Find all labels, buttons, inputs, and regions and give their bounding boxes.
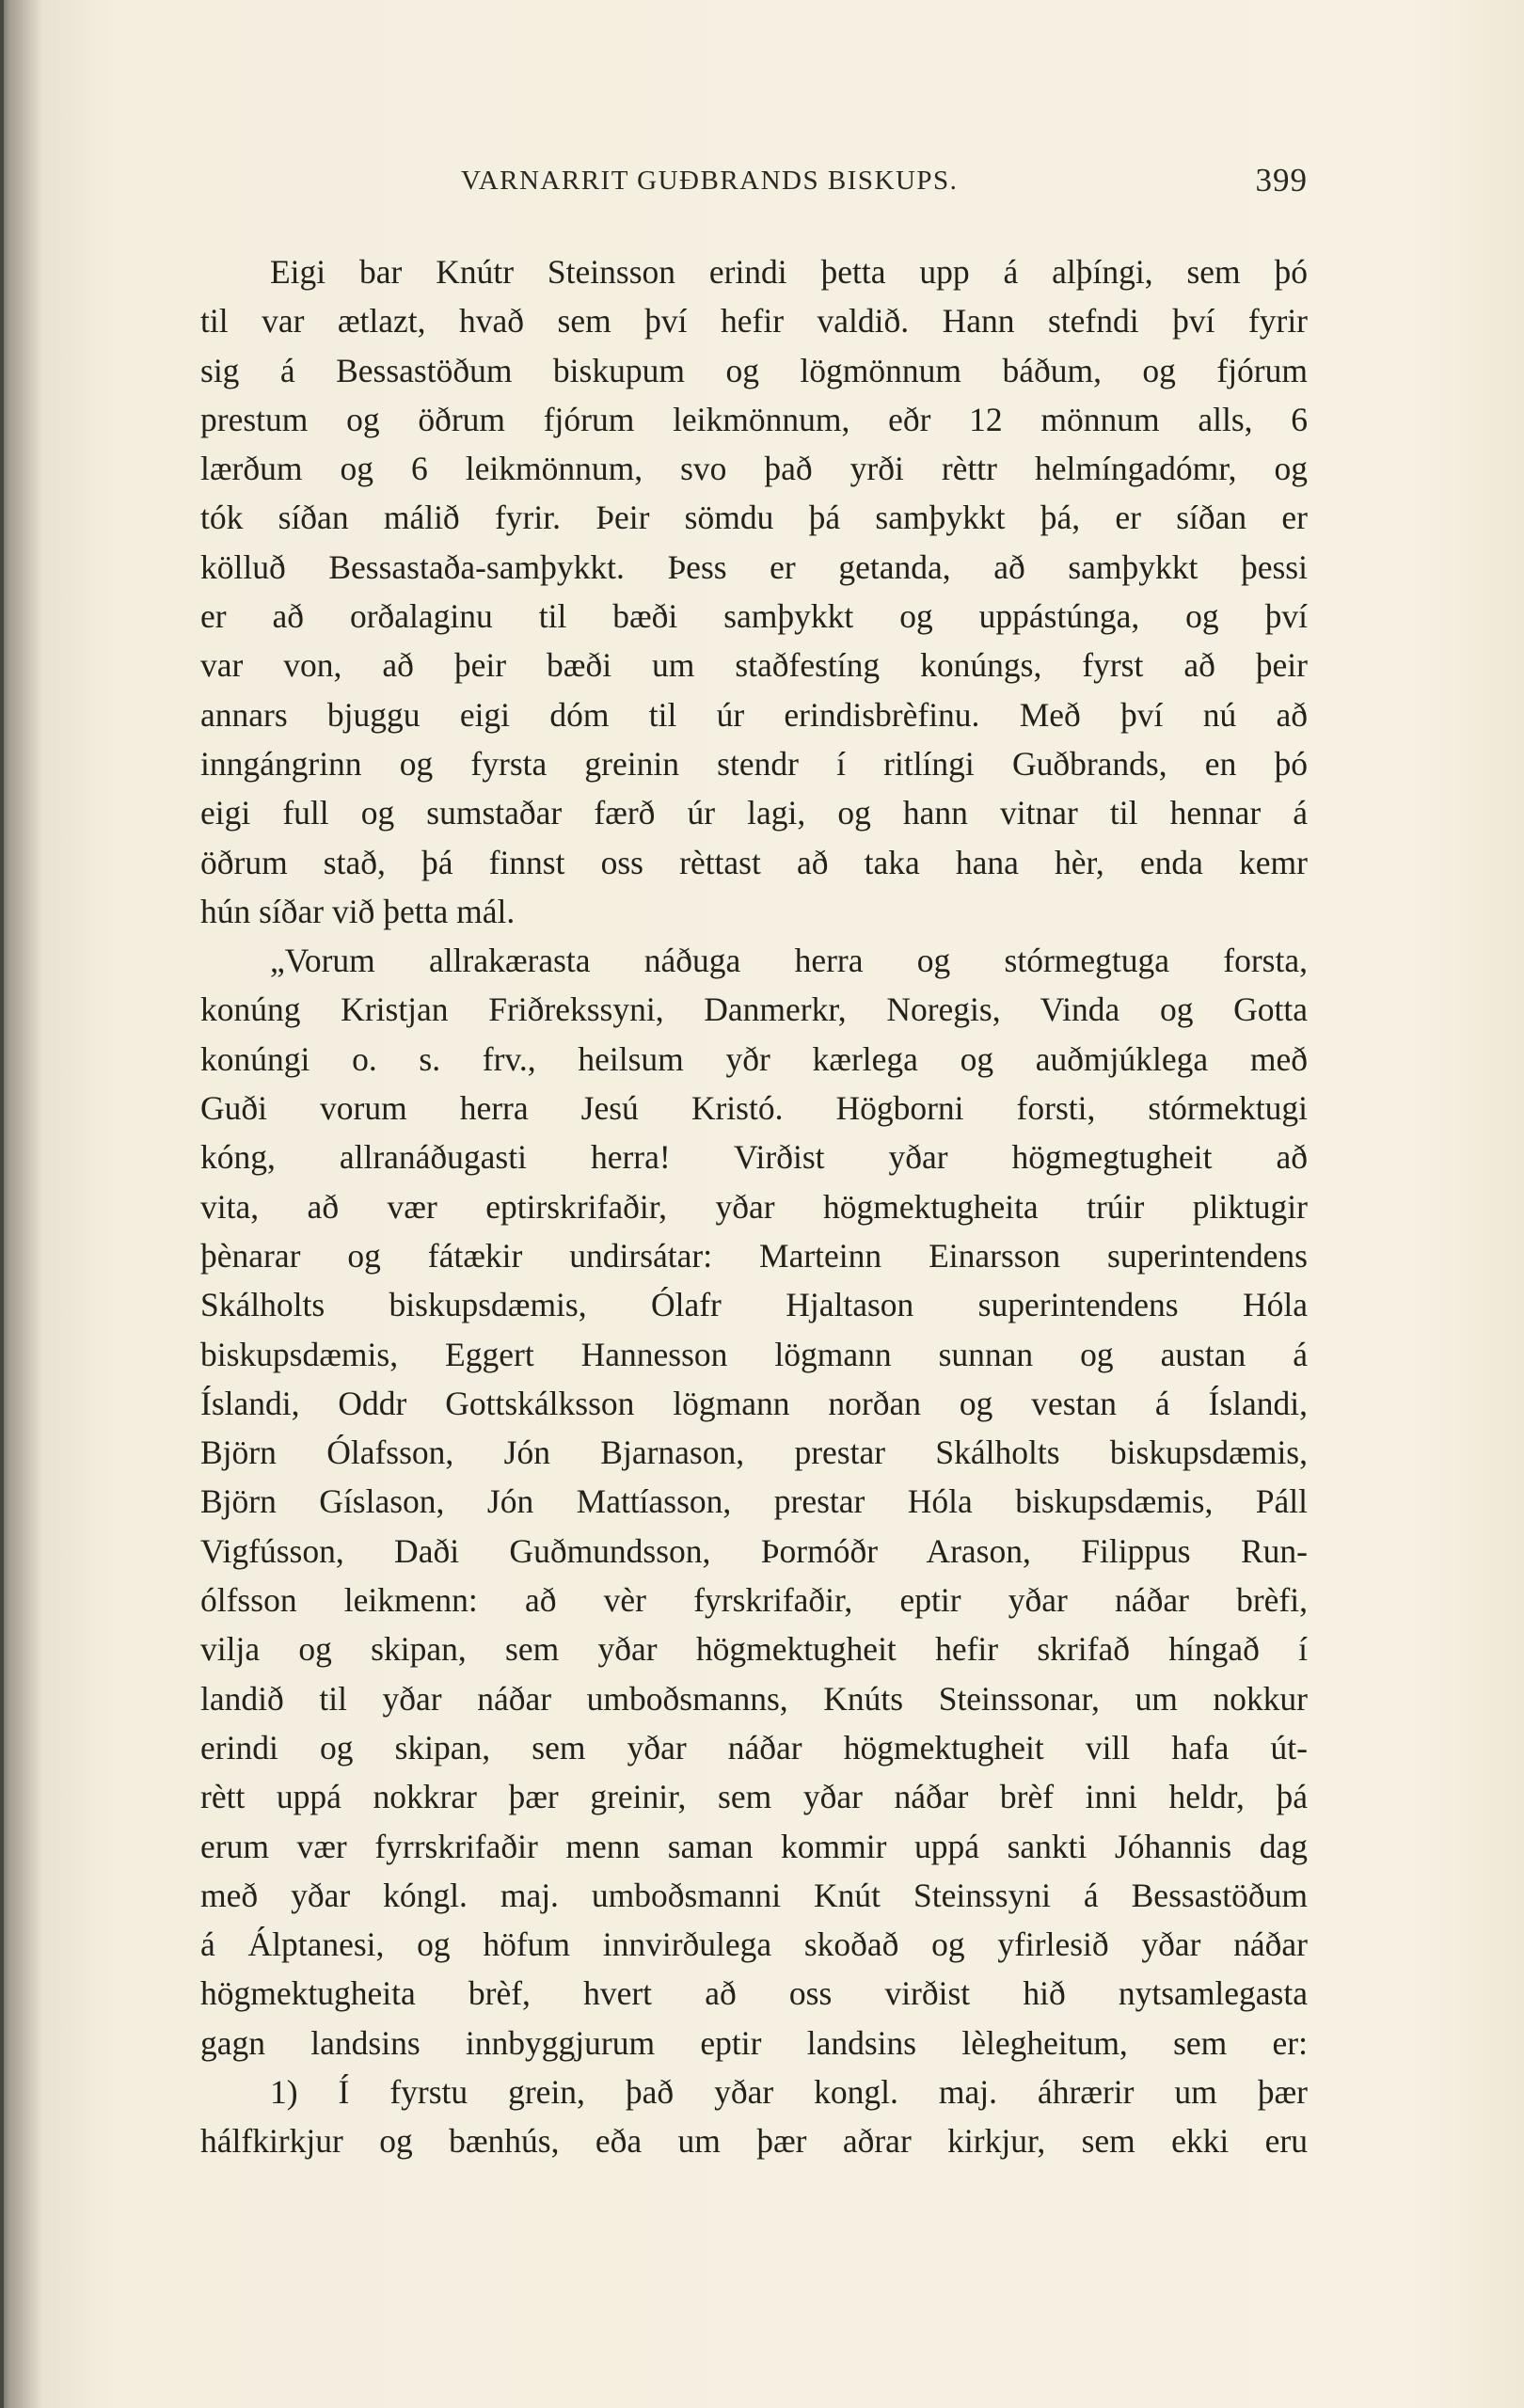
text-line: lærðum og 6 leikmönnum, svo það yrði rèttr helmíngadómr, og xyxy=(200,450,1308,488)
text-line: kóng, allranáðugasti herra! Virðist yðar högmegtugheit að xyxy=(200,1138,1308,1177)
text-line: högmektugheita brèf, hvert að oss virðist hið nytsamlegasta xyxy=(200,1974,1308,2013)
text-line: tók síðan málið fyrir. Þeir sömdu þá samþykkt þá, er síðan er xyxy=(200,499,1308,537)
text-line: sig á Bessastöðum biskupum og lögmönnum báðum, og fjórum xyxy=(200,351,1308,389)
text-line: hún síðar við þetta mál. xyxy=(200,892,516,930)
text-line: hálfkirkjur og bænhús, eða um þær aðrar kirkjur, sem ekki eru xyxy=(200,2122,1308,2161)
text-line: 1) Í fyrstu grein, það yðar kongl. maj. áhrærir um þær xyxy=(270,2072,1308,2111)
text-line: til var ætlazt, hvað sem því hefir valdið. Hann stefndi því fyrir xyxy=(200,302,1308,341)
text-line: Íslandi, Oddr Gottskálksson lögmann norðan og vestan á Íslandi, xyxy=(200,1384,1308,1422)
text-line: landið til yðar náðar umboðsmanns, Knúts Steinssonar, um nokkur xyxy=(200,1679,1308,1718)
text-line: kölluð Bessastaða-samþykkt. Þess er getanda, að samþykkt þessi xyxy=(200,547,1308,586)
text-line: gagn landsins innbyggjurum eptir landsins lèlegheitum, sem er: xyxy=(200,2023,1308,2062)
text-line: Vigfússon, Daði Guðmundsson, Þormóðr Arason, Filippus Run- xyxy=(200,1531,1308,1570)
text-line: á Álptanesi, og höfum innvirðulega skoðað og yfirlesið yðar náðar xyxy=(200,1925,1308,1964)
running-head: VARNARRIT GUÐBRANDS BISKUPS. xyxy=(461,166,959,196)
text-line: erum vær fyrrskrifaðir menn saman kommir uppá sankti Jóhannis dag xyxy=(200,1827,1308,1865)
text-line: Guði vorum herra Jesú Kristó. Högborni forsti, stórmektugi xyxy=(200,1089,1308,1128)
text-line: ólfsson leikmenn: að vèr fyrskrifaðir, eptir yðar náðar brèfi, xyxy=(200,1581,1308,1620)
text-line: Eigi bar Knútr Steinsson erindi þetta upp á alþíngi, sem þó xyxy=(270,253,1308,291)
text-line: Skálholts biskupsdæmis, Ólafr Hjaltason superintendens Hóla xyxy=(200,1286,1308,1324)
text-line: „Vorum allrakærasta náðuga herra og stórmegtuga forsta, xyxy=(270,942,1308,980)
text-line: prestum og öðrum fjórum leikmönnum, eðr 12 mönnum alls, 6 xyxy=(200,400,1308,438)
text-line: með yðar kóngl. maj. umboðsmanni Knút Steinssyni á Bessastöðum xyxy=(200,1876,1308,1914)
text-line: annars bjuggu eigi dóm til úr erindisbrèfinu. Með því nú að xyxy=(200,695,1308,734)
text-line: þènarar og fátækir undirsátar: Marteinn Einarsson superintendens xyxy=(200,1236,1308,1275)
text-line: vita, að vær eptirskrifaðir, yðar högmektugheita trúir pliktugir xyxy=(200,1187,1308,1226)
text-line: var von, að þeir bæði um staðfestíng konúngs, fyrst að þeir xyxy=(200,646,1308,685)
text-line: inngángrinn og fyrsta greinin stendr í ritlíngi Guðbrands, en þó xyxy=(200,744,1308,783)
text-line: Björn Gíslason, Jón Mattíasson, prestar Hóla biskupsdæmis, Páll xyxy=(200,1482,1308,1521)
text-line: eigi full og sumstaðar færð úr lagi, og hann vitnar til hennar á xyxy=(200,794,1308,832)
page-number: 399 xyxy=(1255,162,1308,198)
page-gutter xyxy=(0,0,4,2408)
text-line: er að orðalaginu til bæði samþykkt og uppástúnga, og því xyxy=(200,597,1308,636)
text-line: konúng Kristjan Friðrekssyni, Danmerkr, Noregis, Vinda og Gotta xyxy=(200,990,1308,1029)
text-line: rètt uppá nokkrar þær greinir, sem yðar náðar brèf inni heldr, þá xyxy=(200,1778,1308,1816)
text-line: konúngi o. s. frv., heilsum yðr kærlega og auðmjúklega með xyxy=(200,1039,1308,1078)
page-header xyxy=(461,162,1308,213)
text-line: vilja og skipan, sem yðar högmektugheit hefir skrifað híngað í xyxy=(200,1630,1308,1669)
text-line: biskupsdæmis, Eggert Hannesson lögmann sunnan og austan á xyxy=(200,1335,1308,1373)
body-text xyxy=(200,247,1308,2166)
text-line: Björn Ólafsson, Jón Bjarnason, prestar Skálholts biskupsdæmis, xyxy=(200,1434,1308,1472)
text-line: erindi og skipan, sem yðar náðar högmektugheit vill hafa út- xyxy=(200,1728,1308,1766)
text-line: öðrum stað, þá finnst oss rèttast að taka hana hèr, enda kemr xyxy=(200,843,1308,881)
